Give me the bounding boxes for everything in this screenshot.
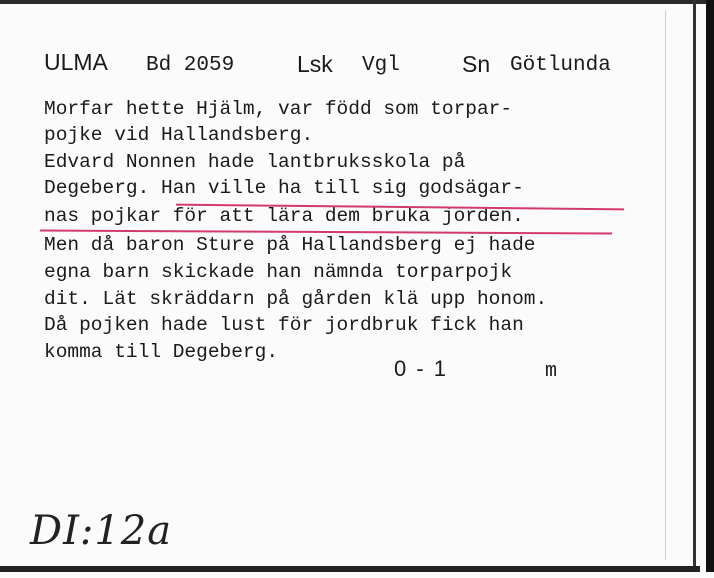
- text-line-4: Degeberg. Han ville ha till sig godsägar-: [44, 177, 524, 199]
- text-line-1: Morfar hette Hjälm, var född som torpar-: [44, 98, 513, 120]
- card-right-shadow: [706, 0, 714, 578]
- text-line-8: dit. Lät skräddarn på gården klä upp honom.: [44, 288, 548, 310]
- volume-number: Bd 2059: [146, 54, 235, 77]
- landskap-label: Lsk: [297, 51, 333, 77]
- landskap-value: Vgl: [362, 54, 400, 77]
- classification-unit: m: [545, 360, 558, 383]
- text-line-5: nas pojkar för att lära dem bruka jorden.: [44, 205, 524, 227]
- text-line-7: egna barn skickade han nämnda torparpojk: [44, 261, 513, 283]
- text-line-10: komma till Degeberg.: [44, 341, 279, 363]
- card-right-edge: [693, 0, 696, 566]
- text-line-2: pojke vid Hallandsberg.: [44, 124, 314, 146]
- socken-value: Götlunda: [510, 54, 611, 77]
- handwritten-shelfmark: DI:12a: [30, 508, 173, 554]
- socken-label: Sn: [462, 51, 491, 77]
- classification-code: 0 - 1: [394, 356, 449, 381]
- archive-name: ULMA: [44, 49, 108, 75]
- text-line-9: Då pojken hade lust för jordbruk fick han: [44, 314, 524, 336]
- card-bottom-margin: [0, 572, 714, 578]
- show-through-line: [665, 10, 666, 560]
- card-top-edge: [0, 0, 714, 4]
- text-line-6: Men då baron Sture på Hallandsberg ej hade: [44, 234, 536, 256]
- text-line-3: Edvard Nonnen hade lantbruksskola på: [44, 151, 466, 173]
